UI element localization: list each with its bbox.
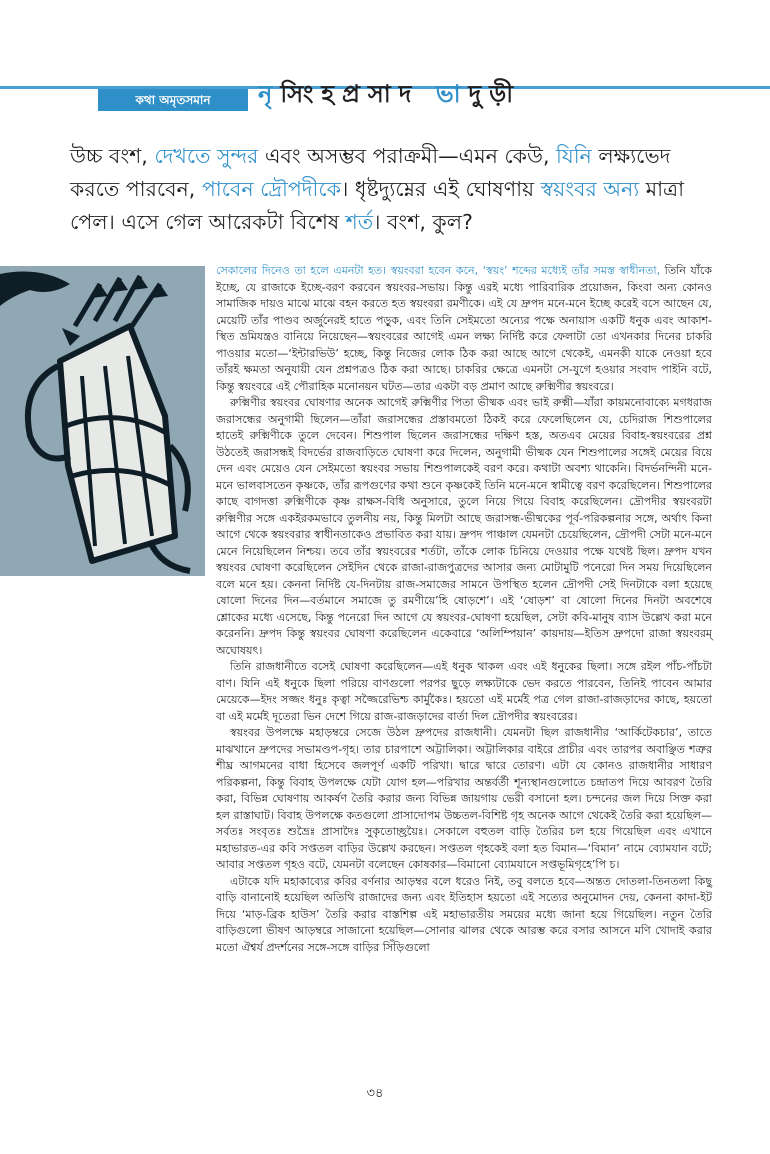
intro-blurb <box>70 140 700 239</box>
article-body <box>216 263 712 956</box>
author-last-name-rest: দুড়ী <box>468 80 522 108</box>
author-name <box>258 74 521 114</box>
blurb-text: । ধৃষ্টদ্যুম্নের এই ঘোষণায় <box>341 177 541 201</box>
article-paragraph: স্বয়ংবর উপলক্ষে মহাড়ম্বরে সেজে উঠল দ্রুপদের রাজধানী। যেমনটা ছিল রাজধানীর ‘আর্কিটেকচার’, তাতে মাঝখানে দ্রুপদের সভামণ্ডপ-গৃহ। তার চারপাশে অট্টালিকা। অট্টালিকার বাইরে প্রাচীর এবং তারপর অবাঞ্ছিত শত্রুর শীঘ্র আগমনের বাধা হিসেবে জলপূর্ণ একটি পরিখা। দ্বারে দ্বারে তোরণ। এটা যে কোনও রাজধানীর সাধারণ পরিকল্পনা, কিন্তু বিবাহ উপলক্ষে যেটা যোগ হল—পরিখার অন্তর্বর্তী শূন্যস্থানগুলোতে চন্দ্রাতপ দিয়ে আবরণ তৈরি করা, বিভিন্ন ঘোষণায় আকর্ষণ তৈরি করার জন্য বিভিন্ন জায়গায় ভেরী বসানো হল। চন্দনের জল দিয়ে সিক্ত করা হল রাস্তাঘাট। বিবাহ উপলক্ষে কতগুলো প্রাসাদোপম উচ্চতল-বিশিষ্ট গৃহ অনেক আগে থেকেই তৈরি করা হয়েছিল—সর্বতঃ সংবৃতঃ শুভ্রৈঃ প্রাসাদৈঃ সুকৃতোচ্ছ্রয়ৈঃ। সেকালে বহুতল বাড়ি তৈরির চল হয়ে গিয়েছিল এবং এখানে মহাভারত-এর কবি সপ্ততল বাড়ির উল্লেখ করছেন। সপ্ততল গৃহকেই বলা হত বিমান—‘বিমান’ নামে ব্যোমযান বটে; আবার সপ্ততল গৃহও বটে, যেমনটা বলেছেন কোষকার—বিমানো ব্যোমযানে সপ্তভূমিগৃহে’পি চ। <box>216 726 712 871</box>
series-tag: কথা অমৃতসমান <box>98 89 248 111</box>
blurb-text: এবং অসম্ভব পরাক্রমী—এমন কেউ, <box>258 144 557 168</box>
blurb-text: । বংশ, কুল? <box>373 210 473 234</box>
blurb-text: লক্ষ্যভেদ করতে পারবেন, <box>70 144 671 201</box>
article-paragraph-text: তিনি যাঁকে ইচ্ছে, যে রাজাকে ইচ্ছে-বরণ করবেন স্বয়ংবর-সভায়। কিন্তু এরই মধ্যে পারিবারিক প্রয়োজন, কিংবা অন্য কোনও সামাজিক দায়ও মাঝে মাঝে বহন করতে হত স্বয়ংবরা রমণীকে। এই যে দ্রুপদ মনে-মনে ইচ্ছে করেই বসে আছেন যে, মেয়েটি তাঁর পাণ্ডব অর্জুনেরই হাতে পড়ুক, এবং তিনি সেইমতো অন্যের পক্ষে অনায়াস একটি ধনুক এবং আকাশ-স্থিত ভ্রমিযন্ত্রও বানিয়ে নিয়েছেন—স্বয়ংবরের আগেই এমন লক্ষ্য নির্দিষ্ট করে ফেলাটা তো এখনকার দিনের চাকরি পাওয়ার মতো—‘ইন্টারভিউ’ হচ্ছে, কিন্তু নিজের লোক ঠিক করা আছে আগে থেকেই, এমনকী যাকে নেওয়া হবে তাঁরই ক্ষমতা অনুযায়ী যেন প্রশ্নপত্রও ঠিক করা আছে। চাকরির ক্ষেত্রে এমনটা সে-যুগে হওয়ার সংবাদ পাইনি বটে, কিন্তু স্বয়ংবরে এই পৌরাহিক মনোনয়ন ঘটত—তার একটা বড় প্রমাণ আছে রুক্মিণীর স্বয়ংবরে। <box>216 264 712 393</box>
article-paragraph: তিনি রাজধানীতে বসেই ঘোষণা করেছিলেন—এই ধনুক থাকল এবং এই ধনুকের ছিলা। সঙ্গে রইল পাঁচ-পাঁচটা বাণ। যিনি এই ধনুকে ছিলা পরিয়ে বাণগুলো পরপর ছুড়ে লক্ষ্যটাকে ভেদ করতে পারবেন, তিনিই পাবেন আমার মেয়েকে—ইদং সজ্জং ধনুঃ কৃত্বা সজ্জৈরেভিশ্চ কার্মুকৈঃ। হয়তো এই মর্মেই পত্র গেল রাজা-রাজড়াদের কাছে, হয়তো বা এই মর্মেই দূতেরা ভিন দেশে গিয়ে রাজ-রাজড়াদের বার্তা দিল দ্রৌপদীর স্বয়ংবরের। <box>216 660 712 723</box>
page-number: ৩৪ <box>366 1086 384 1101</box>
article-lead: সেকালের দিনেও তা হলে এমনটা হত। স্বয়ংবরা হবেন কনে, ‘স্বয়ং’ শব্দের মধ্যেই তাঁর সমস্ত স্বাধীনতা, <box>216 264 661 277</box>
blurb-highlight: দেখতে সুন্দর <box>154 144 259 168</box>
blurb-highlight: শর্ত <box>345 210 374 234</box>
blurb-text: উচ্চ বংশ, <box>70 144 155 168</box>
blurb-highlight: স্বয়ংবর অন্য <box>540 177 640 201</box>
author-first-name-rest: সিংহপ্রসাদ <box>280 80 420 108</box>
quiver-illustration <box>0 266 205 576</box>
author-initial-last: ভা <box>435 80 469 108</box>
quiver-with-arrows-icon <box>0 266 205 576</box>
article-paragraph: এটাকে যদি মহাকাব্যের কবির বর্ণনার আড়ম্বর বলে ধরেও নিই, তবু বলতে হবে—অন্তত দোতলা-তিনতলা কিছু বাড়ি বানানোই হয়েছিল অতিথি রাজাদের জন্য এবং ইতিহাস হয়তো এই সত্যের অনুমোদন দেয়, কেননা কাদা-ইট দিয়ে ‘মাড়-ব্রিক হাউস’ তৈরি করার বাস্তশিল্প এই মহাভারতীয় সময়ের মধ্যে জানা হয়ে গিয়েছিল। নতুন তৈরি বাড়িগুলো ভীষণ আড়ম্বরে সাজানো হয়েছিল—সোনার ঝালর থেকে আরম্ভ করে বসার আসনে মণি খোদাই করার মতো ঐশ্বর্য প্রদর্শনের সঙ্গে-সঙ্গে বাড়ির সিঁড়িগুলো <box>216 874 712 954</box>
author-initial-first: নৃ <box>258 80 281 108</box>
article-paragraph <box>216 263 712 395</box>
article-paragraph: রুক্মিণীর স্বয়ংবর ঘোষণার অনেক আগেই রুক্মিণীর পিতা ভীষ্মক এবং ভাই রুক্মী—যাঁরা কায়মনোবাক্যে মগধরাজ জরাসন্ধের অনুগামী ছিলেন—তাঁরা জরাসন্ধের প্রস্তাবমতো ঠিকই করে ফেলেছিলেন যে, চেদিরাজ শিশুপালের হাতেই রুক্মিণীকে তুলে দেবেন। শিশুপাল ছিলেন জরাসন্ধের দক্ষিণ হস্ত, অতএব মেয়ের বিবাহ-স্বয়ংবরের প্রশ্ন উঠতেই জরাসন্ধই বিদর্ভের রাজবাড়িতে ঘোষণা করে দিলেন, অনুগামী ভীষ্মক যেন শিশুপালের সঙ্গেই মেয়ের বিয়ে দেন এবং মেয়েও যেন সেইমতো স্বয়ংবর সভায় শিশুপালকেই বরণ করে। কথাটা অবশ্য থাকেনি। বিদর্ভনন্দিনী মনে-মনে ভালবাসতেন কৃষ্ণকে, তাঁর রূপগুণের কথা শুনে কৃষ্ণকেই তিনি মনে-মনে স্বামীত্বে বরণ করেছিলেন। শিশুপালের কাছে বাগদত্তা রুক্মিণীকে কৃষ্ণ রাক্ষস-বিধি অনুসারে, তুলে নিয়ে গিয়ে বিবাহ করেছিলেন। দ্রৌপদীর স্বয়ংবরটা রুক্মিণীর সঙ্গে একইরকমভাবে তুলনীয় নয়, কিন্তু মিলটা আছে জরাসন্ধ-ভীষ্মকের পূর্ব-পরিকল্পনার সঙ্গে, অর্থাৎ কিনা আগে থেকে স্বয়ংবরার স্বাধীনতাকেও প্রভাবিত করা যায়। দ্রুপদ পাঞ্চাল যেমনটা চেয়েছিলেন, দ্রৌপদী সেটা মনে-মনে মেনে নিয়েছিলেন নিশ্চয়। তবে তাঁর স্বয়ংবরের শর্তটা, তাঁকে লোক চিনিয়ে দেওয়ার পক্ষে যথেষ্ট ছিল। দ্রুপদ যখন স্বয়ংবর ঘোষণা করেছিলেন সেইদিন থেকে রাজা-রাজপুত্রদের আসার জন্য মোটামুটি পনেরো দিন সময় দিয়েছিলেন বলে মনে হয়। কেননা নির্দিষ্ট যে-দিনটায় রাজ-সমাজের সামনে উপস্থিত হলেন দ্রৌপদী সেই দিনটাকে বলা হয়েছে ষোলো দিনের দিন—বর্তমানে সমাজে তু রমণীয়ে’হি ষোড়শে’। এই ‘ষোড়শ’ বা ষোলো দিনের দিনটা অবশেষে শ্লোকের মধ্যে এসেছে, কিন্তু পনেরো দিন আগে যে স্বয়ংবর-ঘোষণা হয়েছিল, সেটা কবি-মানুষ ব্যাস উল্লেখ করা মনে করেননি। দ্রুপদ কিন্তু স্বয়ংবর ঘোষণা করেছিলেন একেবারে ‘অলিম্পিয়ান’ কায়দায়—ইতিস দ্রুপদো রাজা স্বয়ংবরম্‌ অঘোষয়ৎ। <box>216 396 712 657</box>
blurb-text: মাত্রা পেল। এসে গেল আরেকটা বিশেষ <box>70 177 685 234</box>
blurb-highlight: যিনি <box>556 144 592 168</box>
blurb-highlight: পাবেন দ্রৌপদীকে <box>201 177 342 201</box>
